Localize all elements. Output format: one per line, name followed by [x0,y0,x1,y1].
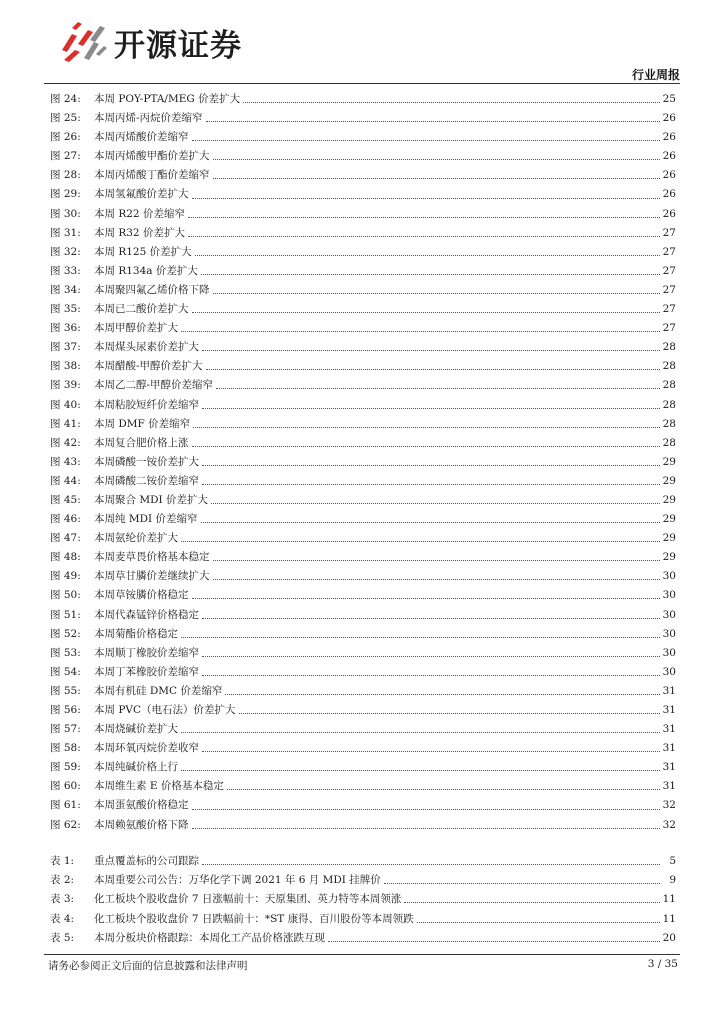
entry-page-number: 31 [662,761,676,774]
entry-title: 本周草甘膦价差继续扩大 [94,570,210,583]
tables-index [50,852,676,948]
entry-title: 本周煤头尿素价差扩大 [94,341,199,354]
table-toc-entry[interactable] [50,852,676,871]
entry-page-number: 28 [662,341,676,354]
entry-label: 图 62: [50,818,81,831]
entry-page-number: 32 [662,818,676,831]
entry-title: 本周 R134a 价差扩大 [94,264,198,277]
entry-label: 图 51: [50,608,81,621]
entry-label: 图 55: [50,684,81,697]
figure-toc-entry[interactable] [50,147,676,166]
table-toc-entry[interactable] [50,929,676,948]
figure-toc-entry[interactable] [50,185,676,204]
entry-title: 本周 PVC（电石法）价差扩大 [94,704,236,716]
dot-leader [239,713,660,714]
figure-toc-entry[interactable] [50,663,676,682]
entry-page-number: 26 [662,150,676,163]
entry-title: 本周磷酸一铵价差扩大 [94,455,199,468]
figure-toc-entry[interactable] [50,128,676,147]
entry-title: 本周粘胶短纤价差缩窄 [94,398,199,411]
dot-leader [201,274,660,275]
entry-title: 本周维生素 E 价格基本稳定 [94,780,224,793]
dot-leader [181,770,660,771]
entry-title: 化工板块个股收盘价 7 日涨幅前十：天原集团、英力特等本周领涨 [94,893,402,906]
entry-title: 本周丙烯酸价差缩窄 [94,131,189,144]
entry-title: 本周氨纶价差扩大 [94,532,178,545]
dot-leader [213,178,661,179]
figure-toc-entry[interactable] [50,453,676,472]
entry-title: 本周丁苯橡胶价差缩窄 [94,665,199,678]
entry-label: 图 33: [50,264,81,277]
entry-label: 图 35: [50,303,81,316]
dot-leader [202,751,660,752]
entry-label: 图 45: [50,493,81,506]
entry-page-number: 30 [662,646,676,659]
entry-title: 本周 R22 价差缩窄 [94,207,185,220]
entry-label: 图 41: [50,417,81,430]
entry-page-number: 30 [662,589,676,602]
dot-leader [227,789,660,790]
figure-toc-entry[interactable] [50,166,676,185]
entry-label: 图 29: [50,188,81,201]
dot-leader [181,637,660,638]
entry-page-number: 30 [662,627,676,640]
dot-leader [192,198,661,199]
figure-toc-entry[interactable] [50,205,676,224]
entry-page-number: 11 [662,912,676,925]
entry-title: 本周有机硅 DMC 价差缩窄 [94,684,223,697]
entry-title: 本周磷酸二铵价差缩窄 [94,474,199,487]
entry-label: 图 39: [50,379,81,392]
entry-label: 图 50: [50,589,81,602]
entry-title: 本周丙烯酸丁酯价差缩窄 [94,169,210,182]
figure-toc-entry[interactable] [50,109,676,128]
entry-title: 本周纯碱价格上行 [94,761,178,774]
figure-toc-entry[interactable] [50,701,676,720]
figure-toc-entry[interactable] [50,510,676,529]
entry-label: 图 44: [50,474,81,487]
figure-toc-entry[interactable] [50,816,676,835]
entry-title: 本周赖氨酸价格下降 [94,818,189,831]
logo-text: 开源证券 [114,27,242,64]
dot-leader [192,809,661,810]
entry-page-number: 26 [662,188,676,201]
entry-title: 本周 R125 价差扩大 [94,245,192,258]
entry-label: 图 60: [50,780,81,793]
figure-toc-entry[interactable] [50,376,676,395]
entry-label: 图 40: [50,398,81,411]
entry-page-number: 30 [662,570,676,583]
entry-page-number: 28 [662,379,676,392]
entry-label: 图 52: [50,627,81,640]
table-toc-entry[interactable] [50,871,676,890]
company-logo [58,20,242,64]
entry-label: 图 47: [50,532,81,545]
figure-toc-entry[interactable] [50,739,676,758]
figure-toc-entry[interactable] [50,644,676,663]
dot-leader [181,331,660,332]
entry-label: 表 1: [50,855,75,867]
dot-leader [192,446,661,447]
entry-page-number: 31 [662,723,676,736]
dot-leader [192,140,661,141]
entry-title: 本周菊酯价格稳定 [94,627,178,640]
entry-label: 图 38: [50,360,81,373]
entry-label: 表 5: [50,931,75,944]
figure-toc-entry[interactable] [50,586,676,605]
entry-label: 图 49: [50,570,81,583]
dot-leader [202,408,660,409]
figure-toc-entry[interactable] [50,625,676,644]
entry-title: 本周丙烯酸甲酯价差扩大 [94,150,210,163]
entry-title: 本周聚四氟乙烯价格下降 [94,283,210,296]
entry-title: 本周复合肥价格上涨 [94,436,189,449]
entry-label: 图 34: [50,283,81,296]
footer-divider [44,954,680,955]
entry-page-number: 29 [662,474,676,487]
entry-label: 图 37: [50,341,81,354]
header-divider [44,83,680,84]
dot-leader [193,427,660,428]
entry-label: 图 28: [50,169,81,182]
entry-title: 本周醋酸-甲醇价差扩大 [94,360,203,373]
figure-toc-entry[interactable] [50,300,676,319]
figure-toc-entry[interactable] [50,796,676,815]
entry-label: 图 24: [50,93,81,105]
figure-toc-entry[interactable] [50,281,676,300]
entry-page-number: 30 [662,665,676,678]
entry-page-number: 5 [669,855,676,867]
dot-leader [417,922,660,923]
entry-page-number: 27 [662,303,676,316]
entry-page-number: 28 [662,398,676,411]
entry-title: 本周顺丁橡胶价差缩窄 [94,646,199,659]
entry-page-number: 27 [662,322,676,335]
dot-leader [404,902,660,903]
entry-title: 重点覆盖标的公司跟踪 [94,855,199,867]
figure-toc-entry[interactable] [50,224,676,243]
dot-leader [188,217,660,218]
entry-label: 图 32: [50,245,81,258]
dot-leader [202,618,660,619]
entry-label: 表 4: [50,912,75,925]
entry-label: 图 42: [50,436,81,449]
entry-page-number: 31 [662,684,676,697]
dot-leader [192,828,661,829]
entry-page-number: 28 [662,436,676,449]
dot-leader [206,369,660,370]
dot-leader [328,941,660,942]
entry-title: 本周 R32 价差扩大 [94,226,185,239]
entry-page-number: 29 [662,551,676,564]
entry-label: 图 46: [50,513,81,526]
figure-toc-entry[interactable] [50,720,676,739]
figure-toc-entry[interactable] [50,396,676,415]
entry-page-number: 27 [662,226,676,239]
figure-toc-entry[interactable] [50,434,676,453]
dot-leader [202,484,660,485]
dot-leader [202,465,660,466]
entry-page-number: 25 [662,93,676,105]
entry-title: 本周已二酸价差扩大 [94,303,189,316]
entry-title: 本周代森锰锌价格稳定 [94,608,199,621]
entry-title: 本周丙烯-丙烷价差缩窄 [94,112,203,125]
dot-leader [213,159,661,160]
figure-toc-entry[interactable] [50,491,676,510]
entry-label: 图 61: [50,799,81,812]
entry-title: 本周乙二醇-甲醇价差缩窄 [94,379,214,392]
kaiyuan-logo-icon [58,20,108,64]
entry-label: 表 3: [50,893,75,906]
entry-label: 图 31: [50,226,81,239]
entry-title: 本周环氧丙烷价差收窄 [94,742,199,755]
figure-toc-entry[interactable] [50,777,676,796]
entry-page-number: 31 [662,704,676,716]
dot-leader [181,541,660,542]
figure-toc-entry[interactable] [50,338,676,357]
dot-leader [192,598,661,599]
entry-title: 本周烧碱价差扩大 [94,723,178,736]
entry-page-number: 30 [662,608,676,621]
page-number: 3 / 35 [647,958,678,970]
entry-label: 图 25: [50,112,81,125]
entry-page-number: 26 [662,131,676,144]
entry-label: 图 48: [50,551,81,564]
entry-title: 本周 DMF 价差缩窄 [94,417,191,430]
dot-leader [202,350,660,351]
entry-page-number: 28 [662,360,676,373]
document-type-label: 行业周报 [631,68,680,82]
entry-page-number: 29 [662,455,676,468]
entry-title: 本周草铵膦价格稳定 [94,589,189,602]
entry-title: 本周纯 MDI 价差缩窄 [94,513,198,526]
entry-title: 本周麦草畏价格基本稳定 [94,551,210,564]
entry-page-number: 29 [662,513,676,526]
figure-toc-entry[interactable] [50,682,676,701]
entry-label: 图 36: [50,322,81,335]
figure-toc-entry[interactable] [50,567,676,586]
table-toc-entry[interactable] [50,910,676,929]
figure-toc-entry[interactable] [50,357,676,376]
entry-page-number: 26 [662,169,676,182]
entry-page-number: 11 [662,893,676,906]
dot-leader [192,312,661,313]
entry-page-number: 27 [662,283,676,296]
dot-leader [211,503,660,504]
dot-leader [188,236,660,237]
entry-title: 化工板块个股收盘价 7 日跌幅前十：*ST 康得、百川股份等本周领跌 [94,912,414,925]
entry-title: 本周 POY-PTA/MEG 价差扩大 [94,93,241,105]
entry-label: 图 30: [50,207,81,220]
entry-page-number: 29 [662,532,676,545]
dot-leader [216,388,660,389]
entry-label: 图 57: [50,723,81,736]
figure-toc-entry[interactable] [50,606,676,625]
figure-toc-entry[interactable] [50,90,676,109]
entry-label: 图 43: [50,455,81,468]
dot-leader [225,694,660,695]
entry-label: 图 59: [50,761,81,774]
entry-page-number: 31 [662,742,676,755]
figure-toc-entry[interactable] [50,262,676,281]
figure-toc-entry[interactable] [50,548,676,567]
dot-leader [206,121,660,122]
figure-toc-entry[interactable] [50,472,676,491]
entry-title: 本周聚合 MDI 价差扩大 [94,493,208,506]
dot-leader [202,656,660,657]
entry-page-number: 9 [669,874,676,887]
dot-leader [243,102,660,103]
entry-label: 图 56: [50,704,81,716]
entry-label: 图 27: [50,150,81,163]
entry-page-number: 20 [662,931,676,944]
entry-label: 图 26: [50,131,81,144]
dot-leader [202,864,660,865]
figure-toc-entry[interactable] [50,415,676,434]
figures-index [50,90,676,835]
dot-leader [202,675,660,676]
entry-page-number: 27 [662,264,676,277]
entry-page-number: 27 [662,245,676,258]
dot-leader [384,883,660,884]
figure-toc-entry[interactable] [50,758,676,777]
entry-page-number: 32 [662,799,676,812]
entry-page-number: 28 [662,417,676,430]
entry-page-number: 31 [662,780,676,793]
figure-toc-entry[interactable] [50,529,676,548]
entry-label: 图 58: [50,742,81,755]
entry-title: 本周甲醇价差扩大 [94,322,178,335]
figure-toc-entry[interactable] [50,319,676,338]
table-toc-entry[interactable] [50,890,676,909]
dot-leader [181,732,660,733]
entry-page-number: 29 [662,493,676,506]
dot-leader [201,522,661,523]
entry-page-number: 26 [662,207,676,220]
figure-toc-entry[interactable] [50,243,676,262]
footer-disclaimer: 请务必参阅正文后面的信息披露和法律声明 [48,960,248,972]
dot-leader [213,560,661,561]
page-header [0,0,724,88]
entry-label: 表 2: [50,874,75,887]
entry-title: 本周重要公司公告：万华化学下调 2021 年 6 月 MDI 挂牌价 [94,874,381,887]
dot-leader [213,293,661,294]
entry-label: 图 54: [50,665,81,678]
entry-title: 本周分板块价格跟踪：本周化工产品价格涨跌互现 [94,931,325,944]
entry-label: 图 53: [50,646,81,659]
entry-page-number: 26 [662,112,676,125]
entry-title: 本周蛋氨酸价格稳定 [94,799,189,812]
dot-leader [213,579,661,580]
entry-title: 本周氢氟酸价差扩大 [94,188,189,201]
dot-leader [195,255,660,256]
